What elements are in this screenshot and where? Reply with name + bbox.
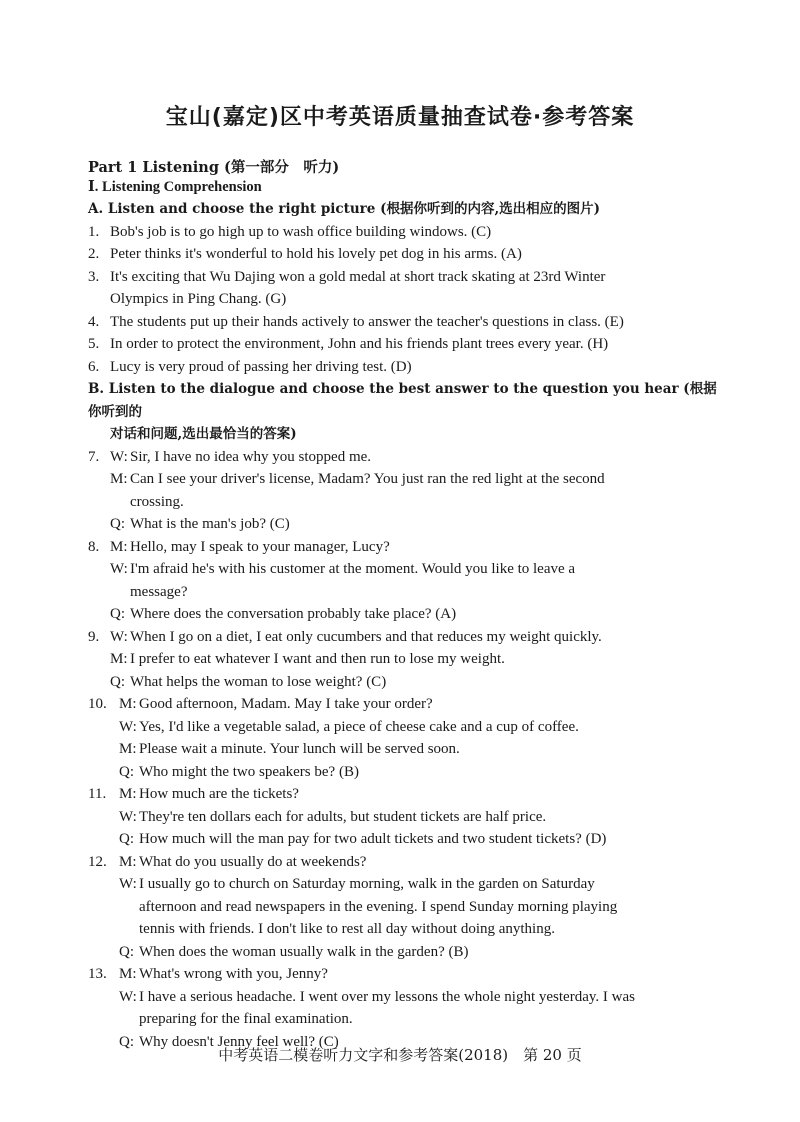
dialogue-line [88, 783, 728, 806]
dialogue-item [88, 446, 728, 536]
speaker-label: M: [119, 853, 137, 870]
dialogue-text: How much are the tickets? [139, 786, 299, 802]
dialogue-item [88, 783, 728, 851]
speaker-label: W: [119, 988, 137, 1005]
speaker-label: M: [110, 538, 128, 555]
dialogue-line [88, 648, 728, 671]
section-b-list [88, 446, 728, 1054]
dialogue-line [88, 468, 728, 513]
item-text: Peter thinks it's wonderful to hold his lovely pet dog in his arms. (A) [110, 246, 522, 262]
item-text-block [110, 266, 728, 311]
speaker-label: W: [119, 876, 137, 892]
dialogue-text-block [139, 761, 728, 784]
dialogue-line [88, 828, 728, 851]
dialogue-line [88, 986, 728, 1031]
dialogue-text-block [130, 626, 728, 649]
item-text: Lucy is very proud of passing her driving test. (D) [110, 358, 412, 375]
dialogue-line [88, 806, 728, 829]
speaker-label: Q: [119, 1033, 134, 1050]
dialogue-text: Yes, I'd like a vegetable salad, a piece of cheese cake and a cup of coffee. [139, 718, 579, 735]
dialogue-text-cont: afternoon and read newspapers in the evening. I spend Sunday morning playing [139, 898, 618, 915]
dialogue-line [88, 941, 728, 964]
item-number: 2. [88, 246, 100, 262]
indent-spacer [88, 806, 119, 829]
item-number: 12. [88, 853, 107, 870]
page-title: 宝山(嘉定)区中考英语质量抽查试卷·参考答案 [165, 105, 635, 130]
item-text-block [110, 221, 728, 244]
indent-spacer [88, 513, 110, 536]
dialogue-item [88, 626, 728, 694]
section-heading: Ⅰ. Listening Comprehension [88, 179, 262, 195]
indent-spacer [88, 558, 110, 603]
dialogue-text: Hello, may I speak to your manager, Lucy? [130, 538, 390, 555]
item-number: 5. [88, 336, 100, 352]
dialogue-text-block [130, 648, 728, 671]
speaker-label: M: [110, 471, 128, 487]
item-number: 8. [88, 538, 100, 555]
dialogue-text-cont: tennis with friends. I don't like to rest all day without doing anything. [139, 921, 555, 937]
item-text-block [110, 311, 728, 334]
dialogue-text: What helps the woman to lose weight? (C) [130, 673, 387, 690]
dialogue-text-block [139, 828, 728, 851]
list-item [88, 333, 728, 356]
indent-spacer [88, 468, 110, 513]
speaker-label: W: [110, 561, 128, 577]
dialogue-text-block [139, 941, 728, 964]
dialogue-item [88, 851, 728, 964]
speaker-label: W: [110, 628, 128, 645]
speaker-label: M: [119, 741, 137, 757]
dialogue-text: I usually go to church on Saturday morning, walk in the garden on Saturday [139, 876, 595, 892]
speaker-label: W: [110, 448, 128, 465]
section-a-heading: A. Listen and choose the right picture (根据你听到的内容,选出相应的图片) [88, 201, 601, 217]
indent-spacer [88, 986, 119, 1031]
dialogue-text-block [130, 513, 728, 536]
dialogue-text-cont: message? [130, 583, 188, 600]
speaker-label: M: [119, 966, 137, 982]
speaker-label: M: [110, 651, 128, 667]
dialogue-text-block [130, 536, 728, 559]
dialogue-text-block [139, 963, 728, 986]
dialogue-line [88, 626, 728, 649]
dialogue-line [88, 738, 728, 761]
speaker-label: Q: [110, 606, 125, 622]
dialogue-text: Sir, I have no idea why you stopped me. [130, 448, 372, 465]
speaker-label: Q: [110, 516, 125, 532]
dialogue-item [88, 536, 728, 626]
dialogue-text-block [130, 468, 728, 513]
dialogue-text: What is the man's job? (C) [130, 516, 290, 532]
dialogue-line [88, 536, 728, 559]
dialogue-text-cont: crossing. [130, 493, 184, 510]
dialogue-line [88, 558, 728, 603]
item-number: 13. [88, 966, 107, 982]
indent-spacer [88, 828, 119, 851]
dialogue-text: I prefer to eat whatever I want and then run to lose my weight. [130, 651, 505, 667]
item-text-block [110, 333, 728, 356]
list-item [88, 266, 728, 311]
dialogue-line [88, 693, 728, 716]
dialogue-text: I have a serious headache. I went over my lessons the whole night yesterday. I was [139, 988, 635, 1005]
dialogue-line [88, 603, 728, 626]
speaker-label: M: [119, 696, 137, 712]
dialogue-line [88, 873, 728, 941]
indent-spacer [88, 941, 119, 964]
dialogue-line [88, 851, 728, 874]
section-b-heading-cont: 对话和问题,选出最恰当的答案) [110, 426, 297, 442]
item-number: 3. [88, 268, 100, 285]
item-number: 6. [88, 358, 100, 375]
dialogue-text: Why doesn't Jenny feel well? (C) [139, 1033, 339, 1050]
dialogue-text: Can I see your driver's license, Madam? You just ran the red light at the second [130, 471, 605, 487]
dialogue-item [88, 963, 728, 1053]
page-footer: 中考英语二模卷听力文字和参考答案(2018) 第 20 页 [218, 1046, 582, 1064]
dialogue-text: Where does the conversation probably take place? (A) [130, 606, 457, 622]
dialogue-text: How much will the man pay for two adult tickets and two student tickets? (D) [139, 831, 607, 847]
speaker-label: Q: [119, 763, 134, 780]
item-number: 10. [88, 696, 107, 712]
dialogue-text: What's wrong with you, Jenny? [139, 966, 328, 982]
dialogue-text-block [130, 558, 728, 603]
dialogue-text: When I go on a diet, I eat only cucumbers and that reduces my weight quickly. [130, 628, 602, 645]
speaker-label: Q: [119, 831, 134, 847]
indent-spacer [88, 671, 110, 694]
dialogue-text-block [139, 783, 728, 806]
list-item [88, 311, 728, 334]
speaker-label: W: [119, 808, 137, 825]
dialogue-text-block [139, 986, 728, 1031]
dialogue-text-block [139, 693, 728, 716]
dialogue-text: Who might the two speakers be? (B) [139, 763, 359, 780]
dialogue-text: Please wait a minute. Your lunch will be served soon. [139, 741, 460, 757]
item-text-block [110, 243, 728, 266]
item-number: 7. [88, 448, 100, 465]
dialogue-text-block [139, 873, 728, 941]
item-number: 11. [88, 786, 107, 802]
dialogue-text-block [139, 806, 728, 829]
item-number: 4. [88, 313, 100, 330]
dialogue-text-block [130, 446, 728, 469]
speaker-label: Q: [119, 943, 134, 960]
indent-spacer [88, 648, 110, 671]
indent-spacer [88, 716, 119, 739]
dialogue-line [88, 513, 728, 536]
part-heading: Part 1 Listening (第一部分 听力) [88, 159, 340, 176]
dialogue-item [88, 693, 728, 783]
item-number: 1. [88, 223, 100, 240]
indent-spacer [88, 603, 110, 626]
dialogue-text: They're ten dollars each for adults, but student tickets are half price. [139, 808, 547, 825]
dialogue-text: Good afternoon, Madam. May I take your order? [139, 696, 433, 712]
indent-spacer [88, 761, 119, 784]
item-text: Bob's job is to go high up to wash office building windows. (C) [110, 223, 492, 240]
speaker-label: M: [119, 786, 137, 802]
list-item [88, 221, 728, 244]
dialogue-text-block [139, 851, 728, 874]
item-number: 9. [88, 628, 100, 645]
speaker-label: W: [119, 718, 137, 735]
list-item [88, 356, 728, 379]
list-item [88, 243, 728, 266]
item-text: The students put up their hands actively to answer the teacher's questions in class. (E) [110, 313, 624, 330]
dialogue-text-block [139, 716, 728, 739]
item-text-cont: Olympics in Ping Chang. (G) [110, 291, 287, 307]
dialogue-line [88, 963, 728, 986]
dialogue-line [88, 716, 728, 739]
speaker-label: Q: [110, 673, 125, 690]
dialogue-text: I'm afraid he's with his customer at the moment. Would you like to leave a [130, 561, 576, 577]
dialogue-line [88, 446, 728, 469]
item-text: It's exciting that Wu Dajing won a gold medal at short track skating at 23rd Winter [110, 268, 606, 285]
dialogue-line [88, 761, 728, 784]
item-text: In order to protect the environment, John and his friends plant trees every year. (H) [110, 336, 609, 352]
indent-spacer [88, 873, 119, 941]
item-text-block [110, 356, 728, 379]
dialogue-text: When does the woman usually walk in the garden? (B) [139, 943, 469, 960]
dialogue-text: What do you usually do at weekends? [139, 853, 367, 870]
dialogue-text-block [130, 671, 728, 694]
section-a-list [88, 221, 728, 379]
indent-spacer [88, 738, 119, 761]
section-b-heading: B. Listen to the dialogue and choose the best answer to the question you hear (根据你听到的 [88, 381, 717, 420]
dialogue-text-block [139, 738, 728, 761]
dialogue-text-block [130, 603, 728, 626]
dialogue-line [88, 671, 728, 694]
dialogue-text-cont: preparing for the final examination. [139, 1011, 353, 1027]
answer-body [88, 198, 728, 1053]
